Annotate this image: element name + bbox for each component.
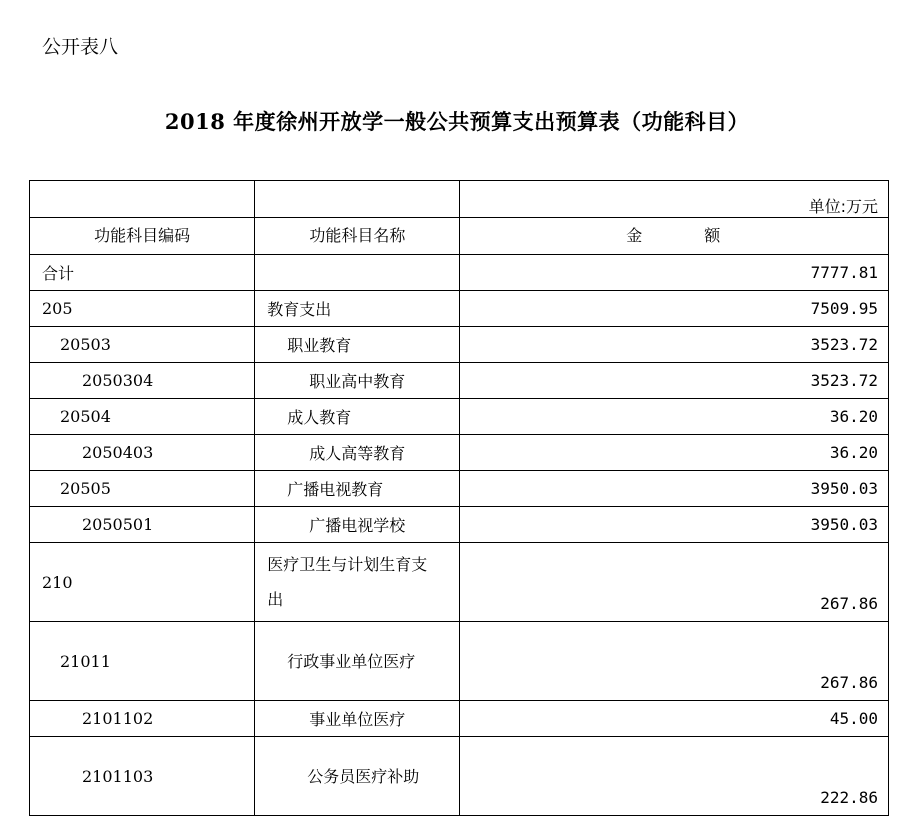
unit-row	[30, 181, 889, 218]
row-name-text: 行政事业单位医疗	[287, 651, 416, 671]
row-amount: 267.86	[460, 543, 889, 622]
row-amount: 3950.03	[460, 507, 889, 543]
row-name	[255, 255, 460, 291]
row-amount: 36.20	[460, 435, 889, 471]
row-name: 职业教育	[255, 327, 460, 363]
row-amount: 3950.03	[460, 471, 889, 507]
row-amount: 222.86	[460, 737, 889, 816]
row-code: 205	[30, 291, 255, 327]
row-code: 2101103	[30, 737, 255, 816]
table-row	[30, 622, 889, 701]
row-code: 210	[30, 543, 255, 622]
row-name: 成人高等教育	[255, 435, 460, 471]
row-amount: 45.00	[460, 701, 889, 737]
table-row	[30, 327, 889, 363]
table-row	[30, 701, 889, 737]
table-row	[30, 291, 889, 327]
row-name: 教育支出	[255, 291, 460, 327]
table-row	[30, 543, 889, 622]
row-amount: 3523.72	[460, 327, 889, 363]
row-amount: 267.86	[460, 622, 889, 701]
row-name: 职业高中教育	[255, 363, 460, 399]
row-code: 2050304	[30, 363, 255, 399]
row-name: 事业单位医疗	[255, 701, 460, 737]
table-row	[30, 399, 889, 435]
budget-table	[29, 180, 889, 816]
table-row	[30, 507, 889, 543]
table-row	[30, 255, 889, 291]
row-code: 20505	[30, 471, 255, 507]
row-name	[255, 737, 460, 816]
row-code: 2050403	[30, 435, 255, 471]
header-row	[30, 218, 889, 255]
row-name: 广播电视学校	[255, 507, 460, 543]
table-row	[30, 435, 889, 471]
row-name	[255, 622, 460, 701]
unit-label: 单位:万元	[460, 181, 889, 218]
row-amount: 7777.81	[460, 255, 889, 291]
row-code: 20503	[30, 327, 255, 363]
row-code: 合计	[30, 255, 255, 291]
document-label: 公开表八	[42, 36, 119, 58]
table-row	[30, 737, 889, 816]
row-name-text: 医疗卫生与计划生育支出	[267, 555, 428, 609]
document-title: 2018 年度徐州开放学一般公共预算支出预算表（功能科目）	[164, 109, 750, 134]
row-code: 2050501	[30, 507, 255, 543]
row-code: 21011	[30, 622, 255, 701]
unit-row-blank-2	[255, 181, 460, 218]
header-name: 功能科目名称	[255, 218, 460, 255]
row-name: 成人教育	[255, 399, 460, 435]
row-name: 广播电视教育	[255, 471, 460, 507]
row-amount: 36.20	[460, 399, 889, 435]
header-code: 功能科目编码	[30, 218, 255, 255]
table-row	[30, 363, 889, 399]
row-code: 2101102	[30, 701, 255, 737]
row-code: 20504	[30, 399, 255, 435]
row-amount: 7509.95	[460, 291, 889, 327]
row-name	[255, 543, 460, 622]
unit-row-blank-1	[30, 181, 255, 218]
row-name-text: 公务员医疗补助	[307, 766, 420, 786]
table-row	[30, 471, 889, 507]
header-amount: 金额	[460, 218, 889, 255]
row-amount: 3523.72	[460, 363, 889, 399]
